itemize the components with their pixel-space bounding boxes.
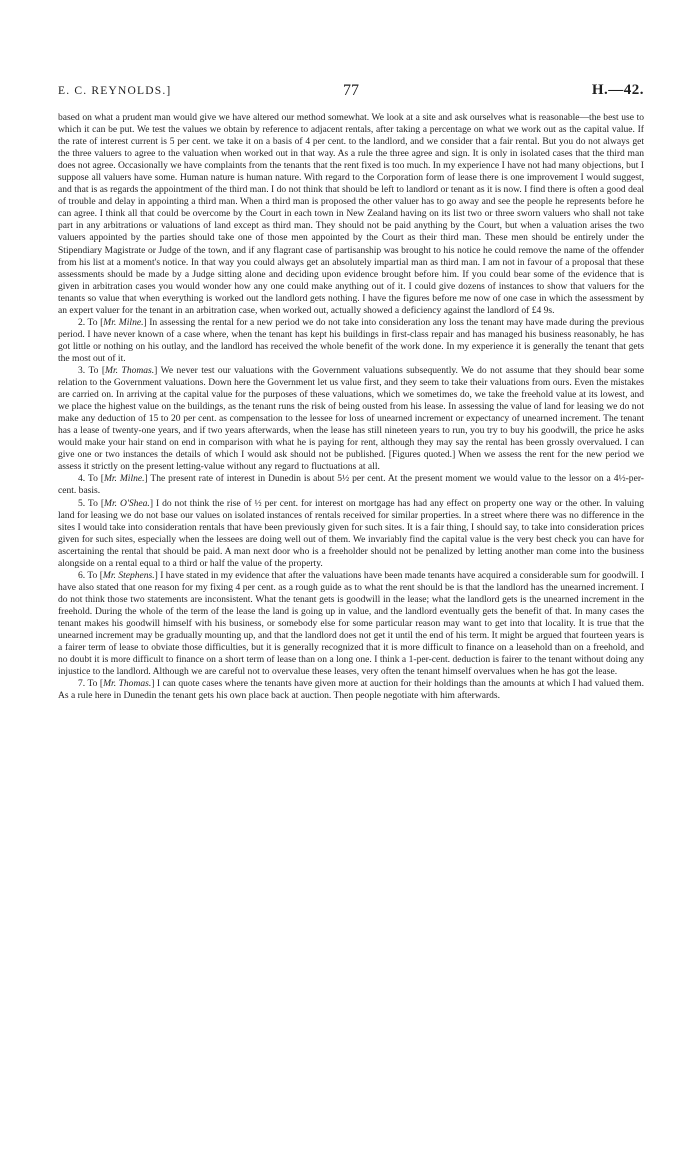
page-number: 77	[343, 82, 359, 99]
questioner-name: Mr. Milne.	[103, 473, 145, 485]
answer-paragraph-5: 5. To [Mr. O'Shea.] I do not think the rise of ½ per cent. for interest on mortgage has had any effect on property one way or the other. In valuing land for leasing we do not base our values on isolated instances of rentals received for similar properties. In a street where there was no difference in the sites I would take into consideration rentals that have been previously given for such sites. It is a fair thing, I should say, to take into consideration prices given for such sites, especially when the lessees are doing well out of them. We invariably find the capital value is the very best check you can have for ascertaining the rental that should be paid. A man next door who is a freeholder should not be penalized by letting another man come into the business alongside on a rental equal to a third or half the value of the property.	[58, 497, 644, 569]
answer-paragraph-7: 7. To [Mr. Thomas.] I can quote cases where the tenants have given more at auction for their holdings than the amounts at which I had valued them. As a rule here in Dunedin the tenant gets his own place back at auction. Then people negotiate with him afterwards.	[58, 678, 644, 702]
questioner-name: Mr. Stephens.	[102, 569, 155, 581]
questioner-name: Mr. Thomas.	[105, 364, 155, 376]
answer-paragraph-4: 4. To [Mr. Milne.] The present rate of interest in Dunedin is about 5½ per cent. At the present moment we would value to the lessor on a 4½-per-cent. basis.	[58, 473, 644, 497]
answer-paragraph-6: 6. To [Mr. Stephens.] I have stated in my evidence that after the valuations have been made tenants have acquired a considerable sum for goodwill. I have also stated that one reason for my fixing 4 per cent. as a rough guide as to what the rent should be is that the landlord has the unearned increment. I do not think those two statements are inconsistent. What the tenant gets is goodwill in the lease; what the landlord gets is the unearned increment in the freehold. During the whole of the term of the lease the land is going up in value, and the landlord eventually gets the benefit of that. In many cases the tenant makes his goodwill himself with his business, or somebody else for some particular reason may want to get into that locality. It is true that the unearned increment may be gradually mounting up, and that the landlord does not get it until the end of his term. It might be argued that fourteen years is a fairer term of lease to obviate those difficulties, but it is generally recognized that it is more difficult to finance on a leasehold than on a freehold, and no doubt it is more difficult to finance on a short term of lease than on a long one. I think a 1-per-cent. deduction is fairer to the tenant without doing any injustice to the landlord. Although we are careful not to overvalue these leases, very often the tenant himself overvalues when he has got the lease.	[58, 569, 644, 678]
questioner-name: Mr. Thomas.	[103, 678, 152, 690]
page-header	[58, 82, 644, 99]
document-reference: H.—42.	[591, 82, 644, 98]
answer-paragraph-2: 2. To [Mr. Milne.] In assessing the rental for a new period we do not take into consideration any loss the tenant may have made during the previous period. I have never known of a case where, when the tenant has kept his buildings in first-class repair and has managed his business reasonably, he has got little or nothing on his outlay, and the landlord has received the whole benefit of the work done. In my experience it is generally the tenant that gets the most out of it.	[58, 316, 644, 364]
witness-name: E. C. REYNOLDS.]	[58, 85, 172, 97]
questioner-name: Mr. Milne.	[103, 316, 144, 328]
answer-paragraph-3: 3. To [Mr. Thomas.] We never test our valuations with the Government valuations subsequently. We do not assume that they should bear some relation to the Government valuations. Down here the Government let us value first, and they seem to take their valuations from ours. Even the mistakes are carried on. In arriving at the capital value for the purposes of these valuations, which we sometimes do, we take the freehold value at its lowest, and we place the highest value on the buildings, as the tenant runs the risk of being ousted from his lease. In assessing the value of land for leasing we do not make any deduction of 15 to 20 per cent. as compensation to the lessee for loss of unearned increment or expectancy of unearned increment. The tenant has a lease of twenty-one years, and if two years afterwards, when the lease has still nineteen years to run, you try to buy his goodwill, the price he asks would make your hair stand on end in comparison with what he is paying for rent, although they may say the rental has been grossly overvalued. I can give one or two instances the details of which I would ask should not be published. [Figures quoted.] When we assess the rent for the new period we assess it strictly on the present letting-value without any regard to fluctuations at all.	[58, 364, 645, 473]
paragraph-continued: based on what a prudent man would give we have altered our method somewhat. We look at a site and ask ourselves what is reasonable—the best use to which it can be put. We test the values we obtain by reference to adjacent rentals, after taking a percentage on what we work out as the capital value. If the rate of interest current is 5 per cent. we take it on a basis of 4 per cent. to the landlord, and we consider that a fair rental. But you do not always get the three valuers to agree to the valuation when worked out in that way. As a rule the three agree and sign. It is only in isolated cases that the third man does not agree. Occasionally we have complaints from the tenants that the rent fixed is too much. In my experience I have not had many objections, but I suppose all valuers have some. Human nature is human nature. With regard to the Corporation form of lease there is one improvement I would suggest, and that is as regards the appointment of the third man. I do not think that should be left to landlord or tenant as it is now. I find there is often a good deal of trouble and delay in appointing a third man. When a third man is proposed the other valuer has to go away and see the people he represents before he can agree. I think all that could be overcome by the Court in each town in New Zealand having on its list two or three sworn valuers who shall not take part in any arbitrations or valuations of land except as third man. They should not be paid anything by the Court, but when a valuation arises the two valuers appointed by the parties should take one of those men appointed by the Court as their third man. These men should be entirely under the Stipendiary Magistrate or Judge of the town, and if any flagrant case of partisanship was brought to his notice he could remove the name of the offender from his list at a moment's notice. In that way you could always get an absolutely impartial man as third man. I am not in favour of a proposal that these assessments should be made by a Judge sitting alone and deciding upon evidence brought before him. If you could bear some of the evidence that is given in arbitration cases you would wonder how any one could make anything out of it. I could give dozens of instances to show that valuers for the tenants so value that when everything is worked out the landlord gets nothing. I have the figures before me now of one case in which the assessment by an expert valuer for the tenant in an arbitration case, when worked out, actually showed a deficiency against the landlord of £4 9s.	[58, 112, 644, 316]
questioner-name: Mr. O'Shea.	[104, 497, 150, 509]
evidence-text	[58, 112, 644, 702]
